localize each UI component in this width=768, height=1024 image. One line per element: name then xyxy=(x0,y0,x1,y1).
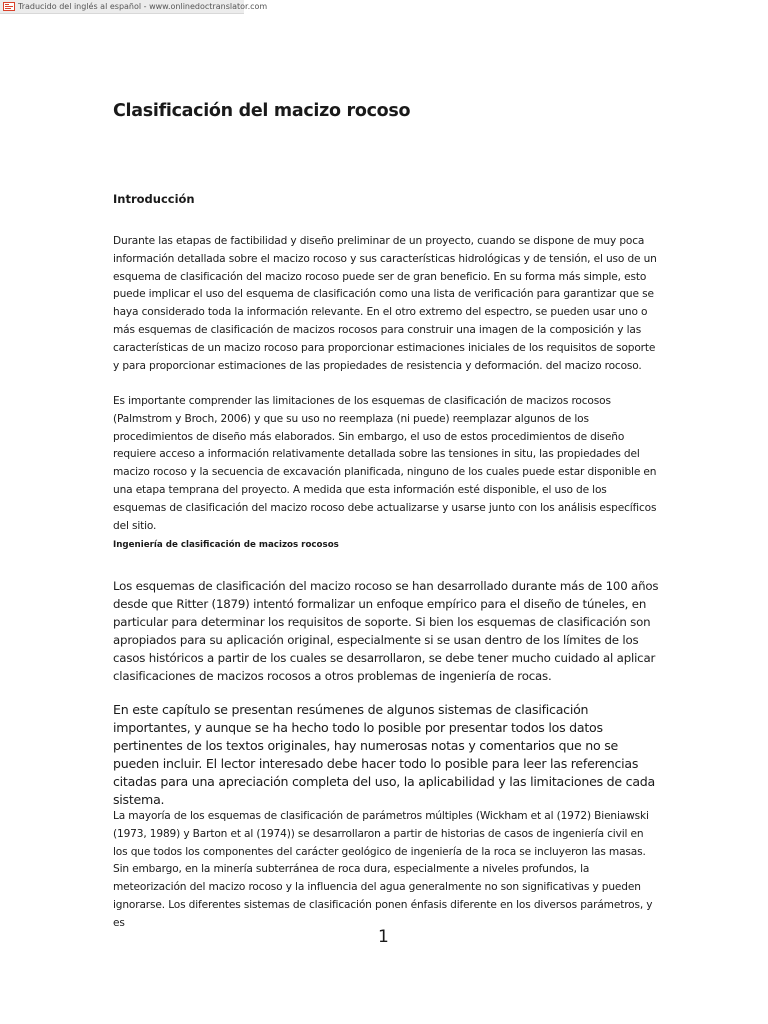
translator-banner-text[interactable]: Traducido del inglés al español - www.onlinedoctranslator.com xyxy=(18,2,268,11)
page-number: 1 xyxy=(378,927,389,947)
paragraph: Durante las etapas de factibilidad y diseño preliminar de un proyecto, cuando se dispone de muy poca información detallada sobre el macizo rocoso y sus características hidrológicas y de tensión, el uso de un esquema de clasificación del macizo rocoso puede ser de gran beneficio. En su forma más simple, esto puede implicar el uso del esquema de clasificación como una lista de verificación para garantizar que se haya considerado toda la información relevante. En el otro extremo del espectro, se pueden usar uno o más esquemas de clasificación de macizos rocosos para construir una imagen de la composición y las características de un macizo rocoso para proporcionar estimaciones iniciales de los requisitos de soporte y para proporcionar estimaciones de las propiedades de resistencia y deformación. del macizo rocoso. xyxy=(113,235,657,372)
translator-banner[interactable] xyxy=(0,0,268,14)
paragraph: Los esquemas de clasificación del macizo rocoso se han desarrollado durante más de 100 años desde que Ritter (1879) intentó formalizar un enfoque empírico para el diseño de túneles, en particular para determinar los requisitos de soporte. Si bien los esquemas de clasificación son apropiados para su aplicación original, especialmente si se usan dentro de los límites de los casos históricos a partir de los cuales se desarrollaron, se debe tener mucho cuidado al aplicar clasificaciones de macizos rocosos a otros problemas de ingeniería de rocas. xyxy=(113,579,659,684)
section-heading-introduccion: Introducción xyxy=(113,192,195,206)
section-heading-ingenieria: Ingeniería de clasificación de macizos rocosos xyxy=(113,540,339,550)
document-title: Clasificación del macizo rocoso xyxy=(113,101,411,121)
paragraph: La mayoría de los esquemas de clasificación de parámetros múltiples (Wickham et al (1972) Bieniawski (1973, 1989) y Barton et al (1974)) se desarrollaron a partir de historias de casos de ingeniería civil en los que todos los componentes del carácter geológico de ingeniería de la roca se incluyeron las masas. Sin embargo, en la minería subterránea de roca dura, especialmente a niveles profundos, la meteorización del macizo rocoso y la influencia del agua generalmente no son significativas y pueden ignorarse. Los diferentes sistemas de clasificación ponen énfasis diferente en los diversos parámetros, y es xyxy=(113,810,653,929)
pdf-document-icon xyxy=(3,2,15,11)
paragraph: En este capítulo se presentan resúmenes de algunos sistemas de clasificación importantes, y aunque se ha hecho todo lo posible por presentar todos los datos pertinentes de los textos originales, hay numerosas notas y comentarios que no se pueden incluir. El lector interesado debe hacer todo lo posible para leer las referencias citadas para una apreciación completa del uso, la aplicabilidad y las limitaciones de cada sistema. xyxy=(113,702,656,807)
paragraph: Es importante comprender las limitaciones de los esquemas de clasificación de macizos rocosos (Palmstrom y Broch, 2006) y que su uso no reemplaza (ni puede) reemplazar algunos de los procedimientos de diseño más elaborados. Sin embargo, el uso de estos procedimientos de diseño requiere acceso a información relativamente detallada sobre las tensiones in situ, las propiedades del macizo rocoso y la secuencia de excavación planificada, ninguno de los cuales puede estar disponible en una etapa temprana del proyecto. A medida que esta información esté disponible, el uso de los esquemas de clasificación del macizo rocoso debe actualizarse y usarse junto con los análisis específicos del sitio. xyxy=(113,395,657,532)
